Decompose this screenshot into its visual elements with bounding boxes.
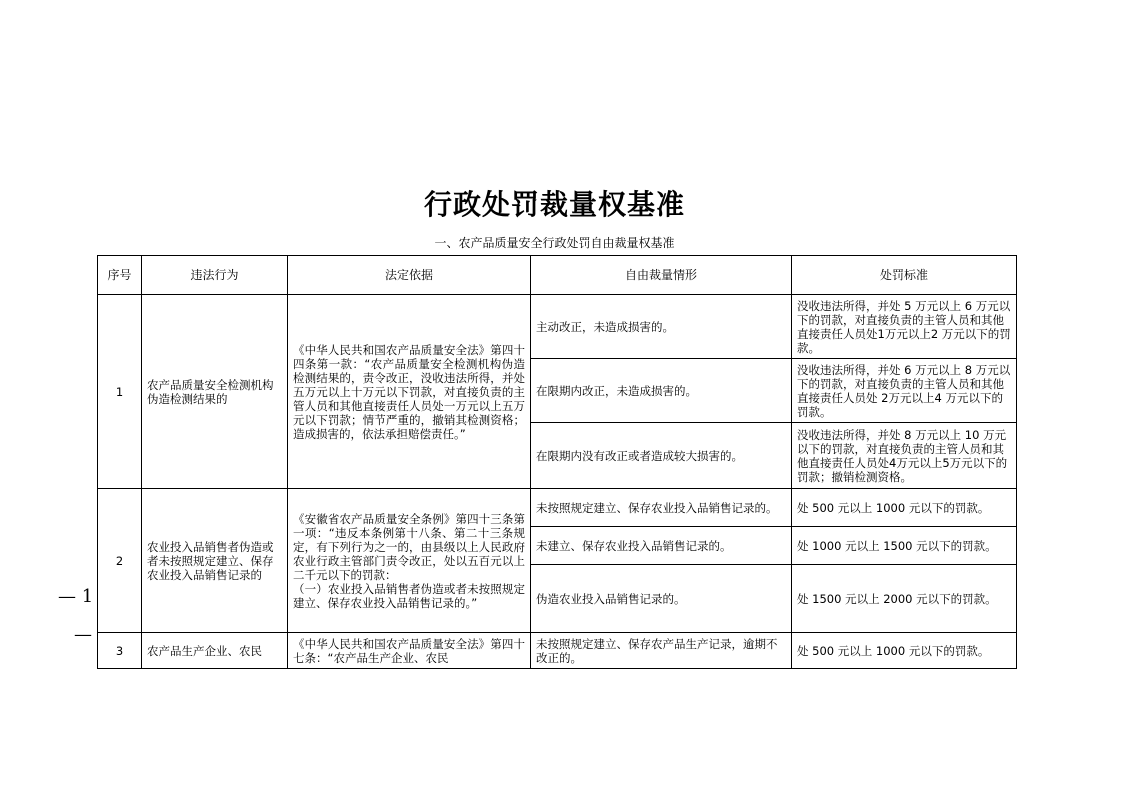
violation-cell: 农产品生产企业、农民 <box>142 633 288 669</box>
violation-cell: 农产品质量安全检测机构伪造检测结果的 <box>142 295 288 489</box>
standard-cell: 没收违法所得，并处 6 万元以上 8 万元以下的罚款，对直接负责的主管人员和其他直接责任人员处 2万元以上4 万元以下的罚款。 <box>792 359 1017 423</box>
table-row <box>98 633 1017 669</box>
situation-cell: 未按照规定建立、保存农业投入品销售记录的。 <box>531 489 792 527</box>
header-legal-basis: 法定依据 <box>288 256 531 295</box>
row-number: 1 <box>98 295 142 489</box>
standard-cell: 处 1500 元以上 2000 元以下的罚款。 <box>792 565 1017 633</box>
page-number-dash: — <box>74 624 92 645</box>
situation-cell: 伪造农业投入品销售记录的。 <box>531 565 792 633</box>
standard-cell: 没收违法所得，并处 5 万元以上 6 万元以下的罚款，对直接负责的主管人员和其他直接责任人员处1万元以上2 万元以下的罚款。 <box>792 295 1017 359</box>
penalty-discretion-table <box>97 255 1017 669</box>
table-header-row <box>98 256 1017 295</box>
page-number: — 1 <box>58 586 94 607</box>
standard-cell: 没收违法所得，并处 8 万元以上 10 万元以下的罚款，对直接负责的主管人员和其他直接责任人员处4万元以上5万元以下的罚款；撤销检测资格。 <box>792 423 1017 489</box>
table-row <box>98 489 1017 527</box>
situation-cell: 未建立、保存农业投入品销售记录的。 <box>531 527 792 565</box>
legal-basis-cell: 《中华人民共和国农产品质量安全法》第四十四条第一款：“农产品质量安全检测机构伪造检测结果的，责令改正，没收违法所得，并处五万元以上十万元以下罚款，对直接负责的主管人员和其他直接责任人员处一万元以上五万元以下罚款；情节严重的，撤销其检测资格；造成损害的，依法承担赔偿责任。” <box>288 295 531 489</box>
table-row <box>98 295 1017 359</box>
situation-cell: 未按照规定建立、保存农产品生产记录，逾期不改正的。 <box>531 633 792 669</box>
situation-cell: 在限期内没有改正或者造成较大损害的。 <box>531 423 792 489</box>
situation-cell: 主动改正，未造成损害的。 <box>531 295 792 359</box>
row-number: 3 <box>98 633 142 669</box>
legal-basis-cell: 《中华人民共和国农产品质量安全法》第四十七条：“农产品生产企业、农民 <box>288 633 531 669</box>
standard-cell: 处 1000 元以上 1500 元以下的罚款。 <box>792 527 1017 565</box>
standard-cell: 处 500 元以上 1000 元以下的罚款。 <box>792 489 1017 527</box>
header-discretion-situation: 自由裁量情形 <box>531 256 792 295</box>
violation-cell: 农业投入品销售者伪造或者未按照规定建立、保存农业投入品销售记录的 <box>142 489 288 633</box>
legal-basis-cell: 《安徽省农产品质量安全条例》第四十三条第一项：“违反本条例第十八条、第二十三条规定，有下列行为之一的，由县级以上人民政府农业行政主管部门责令改正，处以五百元以上二千元以下的罚款： （一）农业投入品销售者伪造或者未按照规定建立、保存农业投入品销售记录的。” <box>288 489 531 633</box>
header-penalty-standard: 处罚标准 <box>792 256 1017 295</box>
standard-cell: 处 500 元以上 1000 元以下的罚款。 <box>792 633 1017 669</box>
header-violation: 违法行为 <box>142 256 288 295</box>
situation-cell: 在限期内改正，未造成损害的。 <box>531 359 792 423</box>
document-title: 行政处罚裁量权基准 <box>423 188 685 221</box>
document-subtitle: 一、农产品质量安全行政处罚自由裁量权基准 <box>434 236 675 250</box>
header-number: 序号 <box>98 256 142 295</box>
row-number: 2 <box>98 489 142 633</box>
